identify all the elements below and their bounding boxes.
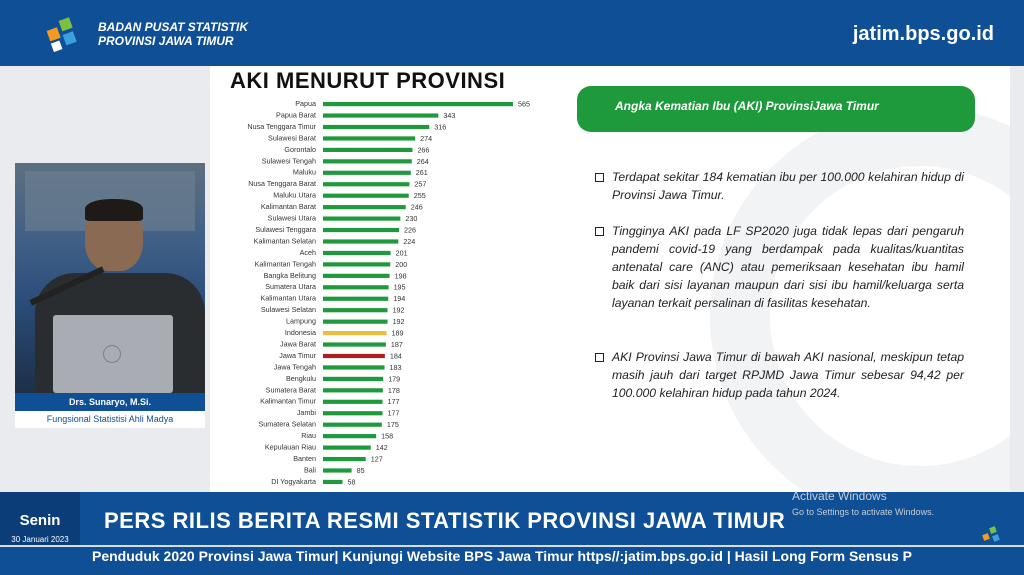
category-label: Lampung	[286, 316, 316, 326]
speaker-hair	[85, 199, 143, 221]
bar	[323, 102, 513, 106]
bar	[323, 171, 411, 175]
category-label: Papua	[295, 99, 316, 108]
day-label: Senin	[19, 512, 61, 529]
category-label: Gorontalo	[284, 144, 316, 154]
info-title-pill	[577, 86, 975, 132]
value-label: 266	[417, 145, 430, 155]
value-label: 127	[370, 454, 383, 464]
value-label: 142	[375, 443, 388, 452]
bar	[323, 468, 352, 472]
value-label: 177	[387, 408, 400, 418]
value-label: 274	[420, 133, 433, 143]
site-url: jatim.bps.go.id	[852, 23, 994, 45]
bar	[323, 251, 391, 255]
presentation-slide	[210, 66, 1010, 492]
bar	[323, 239, 398, 243]
category-label: Kalimantan Timur	[260, 396, 316, 406]
bar	[323, 411, 383, 415]
bar	[323, 457, 366, 461]
category-label: Sulawesi Selatan	[260, 305, 316, 315]
category-label: Sumatera Utara	[265, 282, 316, 292]
org-name	[98, 20, 248, 48]
bar	[323, 159, 412, 163]
date-label: 30 Januari 2023	[11, 535, 69, 544]
category-label: Sulawesi Utara	[267, 213, 316, 223]
speaker-name: Drs. Sunaryo, M.Si.	[15, 393, 205, 411]
bar	[323, 285, 389, 289]
windows-activation-subtitle: Go to Settings to activate Windows.	[792, 507, 935, 517]
category-label: Maluku Utara	[273, 190, 316, 200]
value-label: 257	[414, 179, 427, 189]
bar	[323, 217, 400, 221]
category-label: Bangka Belitung	[263, 270, 316, 280]
bullet-checkbox-icon	[595, 353, 604, 362]
bullet-checkbox-icon	[595, 173, 604, 182]
value-label: 200	[395, 259, 408, 269]
value-label: 192	[392, 305, 405, 315]
value-label: 187	[390, 339, 403, 349]
bar	[323, 423, 382, 427]
speaker-role: Fungsional Statistisi Ahli Madya	[15, 411, 205, 428]
category-label: Sulawesi Tengah	[261, 156, 316, 166]
category-label: Bengkulu	[286, 373, 316, 383]
bullet-3: AKI Provinsi Jawa Timur di bawah AKI nasional, meskipun tetap masih jauh dari target RPJMD Jawa Timur sebesar 94,42 per 100.000 kelahiran hidup pada tahun 2024.	[612, 350, 964, 400]
category-label: Nusa Tenggara Barat	[248, 179, 316, 189]
bar	[323, 262, 390, 266]
category-label: Indonesia	[284, 328, 316, 337]
headline: PERS RILIS BERITA RESMI STATISTIK PROVINSI JAWA TIMUR	[104, 508, 786, 533]
value-label: 195	[393, 282, 406, 292]
category-label: Kalimantan Selatan	[253, 236, 316, 246]
value-label: 261	[415, 168, 428, 178]
bar	[323, 342, 386, 346]
bar	[323, 274, 390, 278]
ticker-text: Penduduk 2020 Provinsi Jawa Timur| Kunjungi Website BPS Jawa Timur https//:jatim.bps.go.id | Hasil Long Form Sensus P	[92, 548, 912, 564]
category-label: Kepulauan Riau	[264, 442, 316, 452]
bar	[323, 308, 388, 312]
speaker-video	[15, 163, 205, 393]
bar	[323, 377, 383, 381]
value-label: 58	[347, 477, 356, 487]
bar	[323, 400, 383, 404]
value-label: 264	[416, 156, 429, 166]
value-label: 201	[395, 248, 408, 258]
value-label: 565	[518, 99, 530, 109]
bps-logo-icon	[42, 13, 92, 55]
category-label: Sumatera Selatan	[258, 419, 316, 429]
value-label: 194	[393, 294, 406, 304]
bar	[323, 194, 409, 198]
bar	[323, 365, 385, 369]
category-label: Kalimantan Utara	[260, 293, 316, 303]
category-label: Sulawesi Tenggara	[255, 224, 316, 234]
category-label: Papua Barat	[276, 110, 316, 120]
bullet-checkbox-icon	[595, 227, 604, 236]
category-label: Sulawesi Barat	[268, 133, 316, 143]
value-label: 175	[386, 420, 399, 430]
value-label: 255	[413, 191, 426, 201]
org-name-line1: BADAN PUSAT STATISTIK	[98, 20, 248, 34]
value-label: 158	[381, 431, 394, 441]
category-label: Jambi	[296, 408, 316, 418]
category-label: Sumatera Barat	[265, 385, 316, 395]
category-label: Jawa Barat	[280, 339, 316, 349]
bar	[323, 113, 438, 117]
org-name-line2: PROVINSI JAWA TIMUR	[98, 34, 234, 48]
bar	[323, 228, 399, 232]
bar	[323, 320, 388, 324]
value-label: 177	[387, 397, 400, 407]
bar	[323, 354, 385, 358]
category-label: DI Yogyakarta	[271, 476, 316, 486]
value-label: 183	[389, 362, 402, 372]
info-title: Angka Kematian Ibu (AKI) ProvinsiJawa Timur	[615, 99, 879, 113]
value-label: 184	[389, 351, 402, 361]
category-label: Banten	[293, 453, 316, 463]
bar	[323, 434, 376, 438]
aki-bar-chart	[210, 96, 540, 492]
value-label: 179	[388, 374, 401, 384]
bar	[323, 480, 343, 484]
windows-activation-title: Activate Windows	[792, 489, 887, 503]
value-label: 226	[404, 225, 416, 235]
value-label: 230	[405, 214, 418, 223]
bps-corner-logo-icon	[980, 524, 1006, 548]
category-label: Kalimantan Tengah	[254, 259, 316, 269]
category-label: Riau	[301, 431, 316, 441]
category-label: Bali	[304, 465, 316, 475]
bullet-2: Tingginya AKI pada LF SP2020 juga tidak lepas dari pengaruh pandemi covid-19 yang berdampak pada kualitas/kuantitas antenatal care (ANC) atau pemeriksaan kesehatan ibu hamil baik dari sisi layanan maupun dari sisi ibu hamil/keluarga serta layanan terkait persalinan di fasilitas kesehatan.	[612, 224, 964, 310]
category-label: Jawa Tengah	[273, 362, 316, 372]
bar	[323, 205, 406, 209]
bar	[323, 148, 412, 152]
value-label: 85	[356, 465, 365, 475]
value-label: 198	[394, 271, 407, 281]
value-label: 343	[443, 110, 456, 120]
bar	[323, 297, 388, 301]
bar	[323, 388, 383, 392]
value-label: 192	[392, 317, 405, 327]
value-label: 246	[410, 202, 423, 212]
category-label: Kalimantan Barat	[260, 202, 316, 212]
chart-title: AKI MENURUT PROVINSI	[230, 68, 506, 93]
category-label: Maluku	[292, 167, 316, 177]
bar	[323, 182, 409, 186]
value-label: 224	[403, 236, 416, 246]
bullet-1: Terdapat sekitar 184 kematian ibu per 100.000 kelahiran hidup di Provinsi Jawa Timur.	[612, 170, 964, 202]
bar	[323, 331, 387, 335]
value-label: 316	[434, 122, 447, 132]
bar	[323, 125, 429, 129]
category-label: Aceh	[299, 247, 316, 257]
bar	[323, 446, 371, 450]
value-label: 178	[387, 385, 400, 395]
category-label: Nusa Tenggara Timur	[247, 121, 316, 131]
category-label: Jawa Timur	[279, 350, 316, 360]
laptop-logo-icon	[103, 345, 121, 363]
value-label: 189	[391, 328, 404, 338]
bar	[323, 136, 415, 140]
